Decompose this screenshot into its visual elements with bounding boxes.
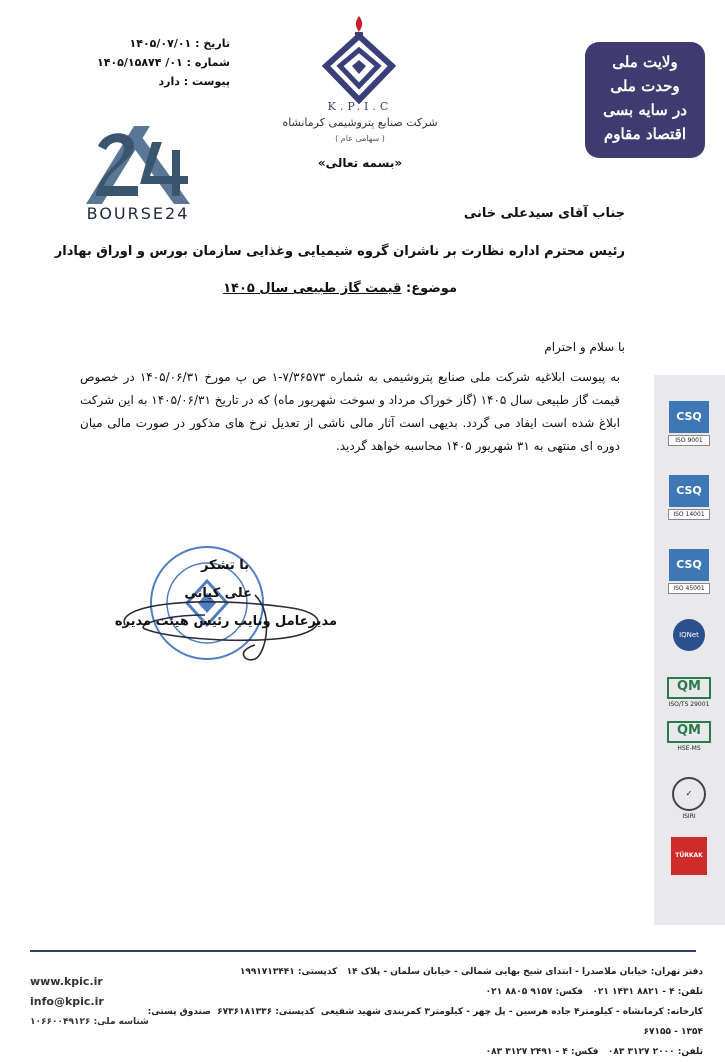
cert-hse-ms [666, 721, 712, 752]
basmala: «بسمه تعالی» [317, 156, 403, 170]
cert-caption: ISO 45001 [668, 583, 710, 594]
attachment-value: دارد [158, 75, 180, 88]
company-name: شرکت صنایع پتروشیمی کرمانشاه [282, 116, 438, 129]
cert-turkak [666, 837, 712, 875]
qm-logo-icon: QM [667, 721, 711, 743]
tehran-postal: کدپستی: ۱۹۹۱۷۱۳۴۴۱ [239, 967, 338, 977]
csq-logo-icon: CSQ [669, 401, 709, 433]
date-row [90, 34, 230, 53]
greeting: با سلام و احترام [544, 340, 625, 354]
website-link[interactable]: www.kpic.ir [30, 975, 103, 988]
footer-contact-left [30, 972, 149, 1032]
signatory-title: مدیرعامل ونایب رئیس هیئت مدیره [114, 614, 337, 629]
badge-line-2: وحدت ملی [610, 77, 680, 95]
isiri-logo-icon: ✓ [672, 777, 706, 811]
recipient-position: رئیس محترم اداره نظارت بر ناشران گروه شیمیایی وغذایی سازمان بورس و اوراق بهادار [54, 244, 625, 259]
cert-isiri [666, 777, 712, 820]
tehran-phone: تلفن: ۴ - ۸۸۲۱ ۱۴۳۱ ۰۲۱ [592, 987, 703, 997]
bourse24-logo-text: BOURSE24 [86, 204, 190, 223]
kpic-logo-icon [322, 14, 396, 104]
cert-iso-ts29001 [666, 677, 712, 708]
company-type: ( سهامی عام ) [335, 134, 385, 143]
subject-value: قیمت گاز طبیعی سال ۱۴۰۵ [223, 281, 402, 296]
number-value: ۰۱/ ۱۴۰۵/۱۵۸۷۴ [97, 56, 183, 69]
kermanshah-pobox: صندوق پستی: ۱۳۵۴ - ۶۷۱۵۵ [147, 1007, 703, 1037]
kermanshah-phone: تلفن: ۲۰۰۰ ۳۱۲۷ ۰۸۳ [607, 1047, 703, 1057]
kermanshah-fax: فکس: ۴ - ۲۴۹۱ ۳۱۲۷ ۰۸۳ [485, 1047, 599, 1057]
signatory-name: علی کیانی [184, 586, 252, 601]
turkak-logo-icon: TÜRKAK [671, 837, 707, 875]
cert-iso9001 [666, 401, 712, 446]
signature-thanks: با تشکر [200, 558, 249, 573]
footer-divider [30, 950, 696, 952]
number-label: شماره : [186, 56, 230, 69]
cert-caption: ISO 14001 [668, 509, 710, 520]
subject-line [223, 281, 457, 296]
letter-meta [90, 34, 230, 91]
cert-iso14001 [666, 475, 712, 520]
recipient: جناب آقای سیدعلی خانی [463, 206, 625, 221]
bourse24-logo-icon [76, 116, 200, 206]
qm-logo-icon: QM [667, 677, 711, 699]
number-row [90, 53, 230, 72]
cert-iso45001 [666, 549, 712, 594]
kermanshah-address-row [143, 1002, 703, 1042]
subject-label: موضوع: [406, 281, 457, 296]
body-paragraph: به پیوست ابلاغیه شرکت ملی صنایع پتروشیمی به شماره ۷/۳۶۵۷۳-۱ ص پ مورخ ۱۴۰۵/۰۶/۳۱ در خصوص قیمت گاز طبیعی سال ۱۴۰۵ (گاز خوراک مرداد و سوخت شهریور ماه) که در تاریخ ۱۴۰۵/۰۶/۳۱ به این شرکت ابلاغ شده است ایفاد می گردد. بدیهی است آثار مالی ناشی از تعدیل نرخ های مذکور در صورت مالی میان دوره ای منتهی به ۳۱ شهریور ۱۴۰۵ محاسبه خواهد گردید. [80, 370, 620, 453]
tehran-address-row [143, 962, 703, 982]
badge-line-1: ولایت ملی [612, 53, 678, 71]
cert-caption: ISIRI [682, 813, 696, 820]
footer-addresses [143, 962, 703, 1062]
slogan-badge [585, 42, 705, 158]
tehran-address: دفتر تهران: خیابان ملاصدرا - ابتدای شیخ بهایی شمالی - خیابان سلمان - پلاک ۱۴ [346, 967, 703, 977]
cert-caption: ISO/TS 29001 [668, 701, 710, 708]
date-label: تاریخ : [195, 37, 230, 50]
tehran-phone-row [143, 982, 703, 1002]
national-id: شناسه ملی: ۱۰۶۶۰۰۴۹۱۲۶ [30, 1017, 149, 1027]
badge-line-3: در سایه بسی [603, 101, 687, 119]
csq-logo-icon: CSQ [669, 475, 709, 507]
cert-caption: ISO 9001 [668, 435, 710, 446]
kermanshah-phone-row [143, 1042, 703, 1062]
tehran-fax: فکس: ۹۱۵۷ ۸۸۰۵ ۰۲۱ [485, 987, 583, 997]
attachment-row [90, 72, 230, 91]
csq-logo-icon: CSQ [669, 549, 709, 581]
kermanshah-postal: کدپستی: ۶۷۳۶۱۸۱۳۳۶ [217, 1007, 315, 1017]
iqnet-logo-icon: IQNet [673, 619, 705, 651]
badge-line-4: اقتصاد مقاوم [603, 125, 687, 143]
company-acronym: K.P.I.C [327, 100, 393, 113]
attachment-label: پیوست : [183, 75, 230, 88]
cert-iqnet [666, 619, 712, 651]
certifications-bar [654, 375, 725, 925]
date-value: ۱۴۰۵/۰۷/۰۱ [129, 37, 192, 50]
cert-caption: HSE-MS [677, 745, 701, 752]
kermanshah-address: کارخانه: کرمانشاه - کیلومتر۴ جاده هرسین - پل چهر - کیلومتر۳ کمربندی شهید شفیعی [320, 1007, 703, 1017]
email-link[interactable]: info@kpic.ir [30, 995, 104, 1008]
